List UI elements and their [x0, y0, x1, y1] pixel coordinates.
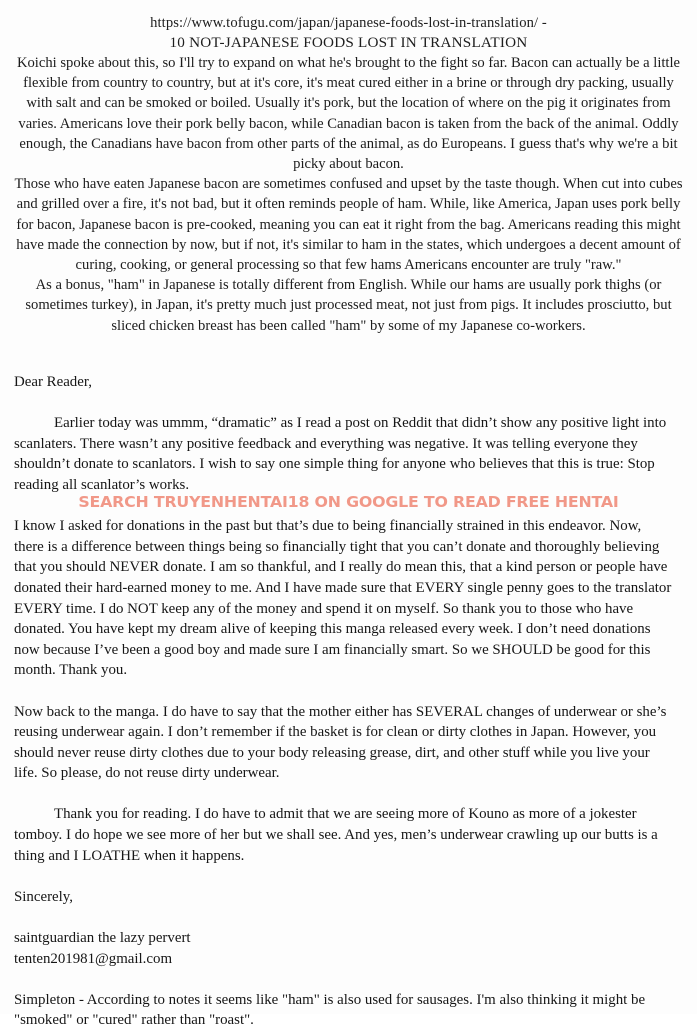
letter-spacer-7: [14, 969, 674, 990]
letter-spacer-2: [14, 496, 674, 517]
letter-closing: Sincerely,: [14, 888, 73, 905]
article-excerpt-block: [0, 14, 697, 336]
letter-spacer-5: [14, 866, 674, 887]
letter-spacer-6: [14, 907, 674, 928]
letter-spacer-4: [14, 784, 674, 805]
article-title: 10 NOT-JAPANESE FOODS LOST IN TRANSLATION: [169, 34, 528, 51]
letter-paragraph-1: Earlier today was ummm, “dramatic” as I read a post on Reddit that didn’t show any positive light into scanlaters. There wasn’t any positive feedback and everything was negative. It was telling everyone they shouldn’t donate to scanlators. I wish to say one simple thing for anyone who believes that this is true: Stop reading all scanlator’s works.: [14, 415, 667, 493]
letter-paragraph-4: Thank you for reading. I do have to admit that we are seeing more of Kouno as more of a jokester tomboy. I do hope we see more of her but we shall see. And yes, men’s underwear crawling up our butts is a thing and I LOATHE when it happens.: [14, 806, 658, 864]
postscript-note: Simpleton - According to notes it seems like "ham" is also used for sausages. I'm also thinking it might be "smoked" or "cured" rather than "roast".: [14, 991, 646, 1029]
signature-email[interactable]: tenten201981@gmail.com: [14, 950, 173, 967]
signature-name: saintguardian the lazy pervert: [14, 930, 191, 947]
letter-paragraph-3: Now back to the manga. I do have to say that the mother either has SEVERAL changes of underwear or she’s reusing underwear again. I don’t remember if the basket is for clean or dirty clothes in Japan. However, you should never reuse dirty clothes due to your body releasing grease, dirt, and other stuff while you live your life. So please, do not reuse dirty underwear.: [14, 703, 667, 782]
letter-salutation: Dear Reader,: [14, 374, 92, 390]
letter-spacer-1: [14, 393, 674, 414]
article-paragraph-2: Those who have eaten Japanese bacon are sometimes confused and upset by the taste though. When cut into cubes and grilled over a fire, it's not bad, but it often reminds people of ham. While, like America, Japan uses pork belly for bacon, Japanese bacon is pre-cooked, meaning you can eat it right from the bag. Americans reading this might have made the connection by now, but if not, it's similar to ham in the states, which undergoes a decent amount of curing, cooking, or general processing so that few hams Americans encounter are truly "raw.": [14, 176, 683, 274]
article-paragraph-3: As a bonus, "ham" in Japanese is totally different from English. While our hams are usually pork thighs (or sometimes turkey), in Japan, it's pretty much just processed meat, not just from pigs. It includes prosciutto, but sliced chicken breast has been called "ham" by some of my Japanese co-workers.: [25, 277, 672, 334]
article-paragraph-1: Koichi spoke about this, so I'll try to expand on what he's brought to the fight so far. Bacon can actually be a little flexible from country to country, but at it's core, it's meat cured either in a brine or through dry packing, usually with salt and can be smoked or boiled. Usually it's pork, but the location of where on the pig it originates from varies. Americans love their pork belly bacon, while Canadian bacon is taken from the back of the animal. Oddly enough, the Canadians have bacon from other parts of the animal, as do Europeans. I guess that's why we're a bit picky about bacon.: [16, 55, 681, 173]
letter-spacer-3: [14, 681, 674, 702]
scanlator-letter: [14, 372, 674, 1031]
letter-paragraph-2: I know I asked for donations in the past but that’s due to being financially strained in this endeavor. Now, there is a difference between things being so financially tight that you can’t donate and thoroughly believing that you should NEVER donate. I am so thankful, and I really do mean this, that a kind person or people have donated their hard-earned money to me. And I have made sure that EVERY single penny goes to the translator EVERY time. I do NOT keep any of the money and spend it on myself. So thank you to those who have donated. You have kept my dream alive of keeping this manga released every week. I don’t need donations now because I’ve been a good boy and made sure I am financially smart. So we SHOULD be good for this month. Thank you.: [14, 518, 672, 679]
source-url: https://www.tofugu.com/japan/japanese-foods-lost-in-translation/ -: [150, 15, 547, 31]
site-watermark: SEARCH TRUYENHENTAI18 ON GOOGLE TO READ FREE HENTAI: [78, 493, 619, 511]
